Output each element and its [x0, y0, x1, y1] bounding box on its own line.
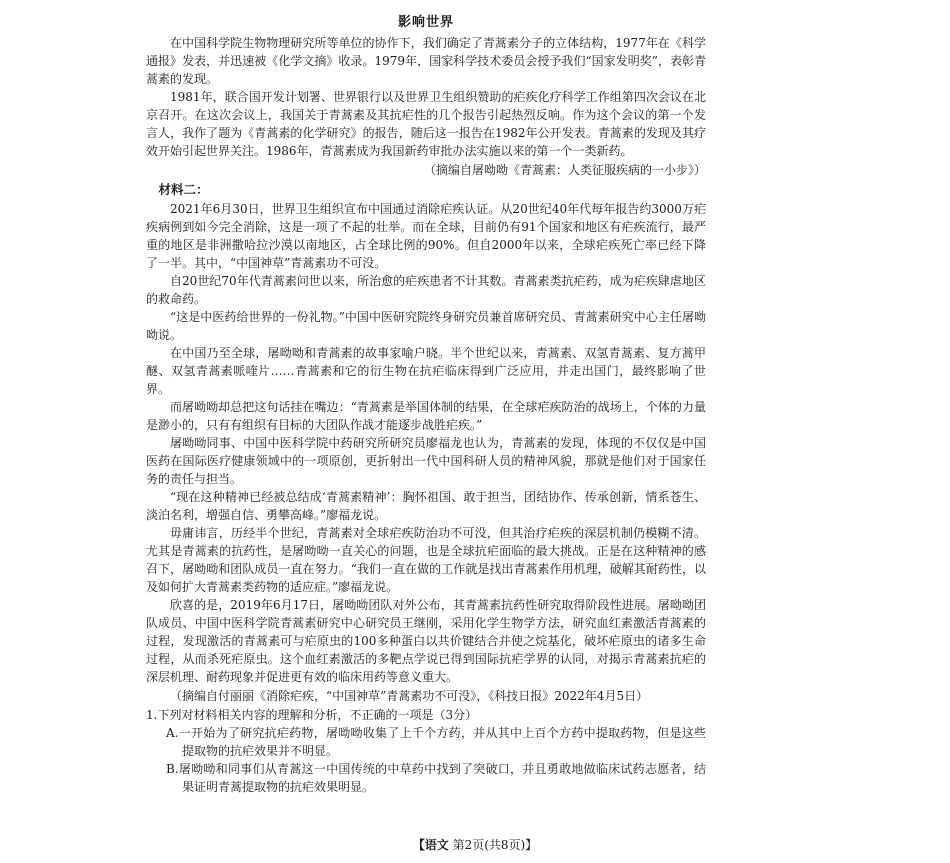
- source-citation: （摘编自付丽丽《消除疟疾，“中国神草”青蒿素功不可没》，《科技日报》2022年4月5日）: [170, 689, 649, 703]
- source-citation: （摘编自屠呦呦《青蒿素：人类征服疾病的一小步》）: [423, 163, 706, 177]
- section-heading: 影响世界: [397, 15, 454, 30]
- footer-page-info: 第2页(共8页)】: [452, 838, 538, 852]
- question-stem: 1.下列对材料相关内容的理解和分析，不正确的一项是（3分）: [146, 708, 478, 722]
- paragraph: 毋庸讳言，历经半个世纪，青蒿素对全球疟疾防治功不可没，但其治疗疟疾的深层机制仍模糊不清。尤其是青蒿素的抗药性，是屠呦呦一直关心的问题，也是全球抗疟面临的最大挑战。正是在这种精神的感召下，屠呦呦和团队成员一直在努力。“我们一直在做的工作就是找出青蒿素作用机理，破解其耐药性，以及如何扩大青蒿素类药物的适应症。”廖福龙说。: [146, 526, 706, 594]
- paragraph: “现在这种精神已经被总结成‘青蒿素精神’：胸怀祖国、敢于担当，团结协作、传承创新，情系苍生、淡泊名利，增强自信、勇攀高峰。”廖福龙说。: [146, 490, 706, 522]
- footer-subject: 【语文: [412, 838, 449, 852]
- paragraph: “这是中医药给世界的一份礼物。”中国中医研究院终身研究员兼首席研究员、青蒿素研究中心主任屠呦呦说。: [146, 310, 706, 342]
- paragraph: 自20世纪70年代青蒿素问世以来，所治愈的疟疾患者不计其数。青蒿素类抗疟药，成为疟疾肆虐地区的救命药。: [146, 274, 706, 306]
- paragraph: 2021年6月30日，世界卫生组织宣布中国通过消除疟疾认证。从20世纪40年代每年报告约3000万疟疾病例到如今完全消除，这是一项了不起的壮举。而在全球，目前仍有91个国家和地区有疟疾流行，最严重的地区是非洲撒哈拉沙漠以南地区，占全球比例的90%。但自2000年以来，全球疟疾死亡率已经下降了一半。其中，“中国神草”青蒿素功不可没。: [146, 202, 706, 270]
- option-b: B.屠呦呦和同事们从青蒿这一中国传统的中草药中找到了突破口，并且勇敢地做临床试药志愿者，结果证明青蒿提取物的抗疟效果明显。: [166, 762, 706, 794]
- paragraph: 欣喜的是，2019年6月17日，屠呦呦团队对外公布，其青蒿素抗药性研究取得阶段性进展。屠呦呦团队成员、中国中医科学院青蒿素研究中心研究员王继刚，采用化学生物学方法，研究血红素激活青蒿素的过程，发现激活的青蒿素可与疟原虫的100多种蛋白以共价键结合并使之烷基化，破坏疟原虫的诸多生命过程，从而杀死疟原虫。这个血红素激活的多靶点学说已得到国际抗疟学界的认同，对揭示青蒿素抗疟的深层机理、耐药现象并促进更有效的临床用药等意义重大。: [146, 598, 706, 684]
- paragraph: 在中国科学院生物物理研究所等单位的协作下，我们确定了青蒿素分子的立体结构，1977年在《科学通报》发表，并迅速被《化学文摘》收录。1979年，国家科学技术委员会授予我们“国家发明奖”，表彰青蒿素的发现。: [146, 36, 706, 86]
- material-label: 材料二：: [158, 182, 209, 197]
- paragraph: 在中国乃至全球，屠呦呦和青蒿素的故事家喻户晓。半个世纪以来，青蒿素、双氢青蒿素、复方蒿甲醚、双氢青蒿素哌喹片……青蒿素和它的衍生物在抗疟临床得到广泛应用，并走出国门，最终影响了世界。: [146, 346, 706, 396]
- page-footer: [0, 836, 950, 853]
- paragraph: 1981年，联合国开发计划署、世界银行以及世界卫生组织赞助的疟疾化疗科学工作组第四次会议在北京召开。在这次会议上，我国关于青蒿素及其抗疟性的几个报告引起热烈反响。作为这个会议的第一个发言人，我作了题为《青蒿素的化学研究》的报告，随后这一报告在1982年公开发表。青蒿素的发现及其疗效开始引起世界关注。1986年，青蒿素成为我国新药审批办法实施以来的第一个一类新药。: [146, 90, 706, 158]
- option-a: A.一开始为了研究抗疟药物，屠呦呦收集了上千个方药，并从其中上百个方药中提取药物，但是这些提取物的抗疟效果并不明显。: [166, 726, 706, 758]
- content-area: [146, 14, 706, 796]
- paragraph: 屠呦呦同事、中国中医科学院中药研究所研究员廖福龙也认为，青蒿素的发现，体现的不仅仅是中国医药在国际医疗健康领域中的一项原创，更折射出一代中国科研人员的精神风貌，那就是他们对于国家任务的责任与担当。: [146, 436, 706, 486]
- paragraph: 而屠呦呦却总把这句话挂在嘴边：“青蒿素是举国体制的结果，在全球疟疾防治的战场上，个体的力量是渺小的，只有有组织有目标的大团队作战才能逐步战胜疟疾。”: [146, 400, 706, 432]
